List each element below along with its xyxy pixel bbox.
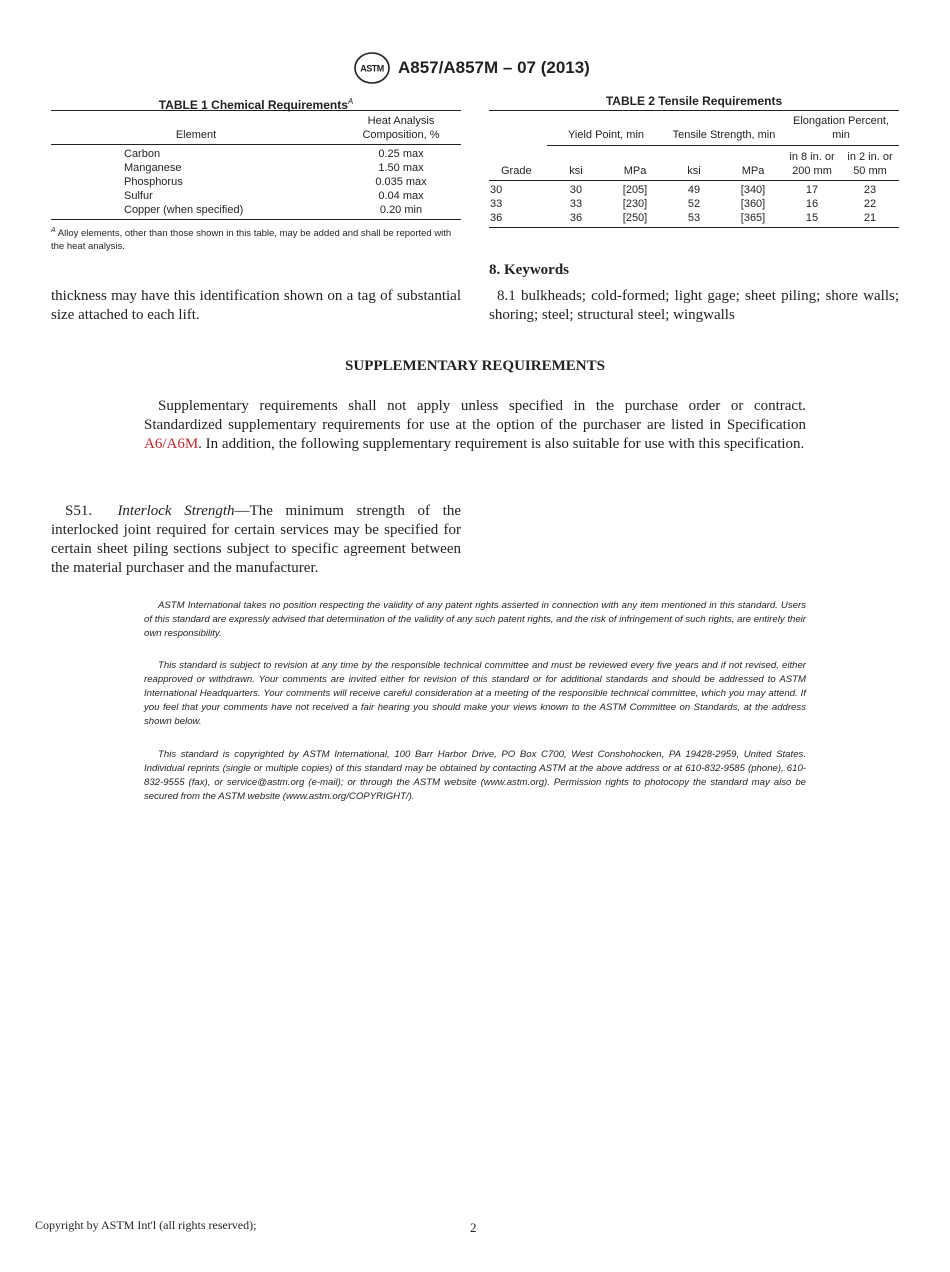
page-header xyxy=(0,52,950,86)
patent-notice: ASTM International takes no position respecting the validity of any patent rights asserted in connection with any item mentioned in this standard. Users of this standard are expressly advised that determination of the validity of any such patent rights, and the risk of infringement of such rights, are entirely their own responsibility. xyxy=(144,600,806,639)
table-row: 33 33 [230] 52 [360] 16 22 xyxy=(490,198,877,210)
copyright-notice: This standard is copyrighted by ASTM International, 100 Barr Harbor Drive, PO Box C700, West Conshohocken, PA 19428-2959, United States. Individual reprints (single or multiple copies) of this standard may be obtained by contacting ASTM at the above address or at 610-832-9585 (phone), 610-832-9555 (fax), or service@astm.org (e-mail); or through the ASTM website (www.astm.org). Permission rights to photocopy the standard may also be secured from the ASTM website (www.astm.org/COPYRIGHT/). xyxy=(144,749,806,802)
supplementary-s51: S51. Interlock Strength—The minimum strength of the interlocked joint required for certain services may be specified for certain sheet piling sections subject to specific agreement between the material purchaser and the manufacturer. xyxy=(51,503,462,576)
table2-header-elong-8in: in 8 in. or 200 mm xyxy=(783,146,841,181)
table2-header-grade: Grade xyxy=(489,111,547,181)
spec-link-a6[interactable]: A6/A6M xyxy=(144,436,199,452)
table2-header-yield-mpa: MPa xyxy=(605,146,665,181)
table2-header-elong-2in: in 2 in. or 50 mm xyxy=(841,146,899,181)
table-chemical-requirements xyxy=(51,93,461,253)
table2-header-tensile: Tensile Strength, min xyxy=(665,111,783,146)
table1-header-element: Element xyxy=(51,111,341,145)
keywords-paragraph: 8.1 bulkheads; cold-formed; light gage; sheet piling; shore walls; shoring; steel; structural steel; wingwalls xyxy=(489,288,899,323)
table-row: Carbon 0.25 max xyxy=(124,148,424,160)
section-heading-keywords: 8. Keywords xyxy=(489,262,569,278)
table-row: 36 36 [250] 53 [365] 15 21 xyxy=(490,212,877,224)
table2-header-yield-ksi: ksi xyxy=(547,146,605,181)
page-number: 2 xyxy=(470,1220,477,1235)
table-row: 30 30 [205] 49 [340] 17 23 xyxy=(490,184,877,196)
continued-paragraph: thickness may have this identification shown on a tag of substantial size attached to each lift. xyxy=(51,288,461,323)
supplementary-heading: SUPPLEMENTARY REQUIREMENTS xyxy=(345,358,605,374)
table-row: Sulfur 0.04 max xyxy=(124,190,424,202)
table2-header-elongation: Elongation Percent, min xyxy=(783,111,899,146)
astm-logo-icon xyxy=(352,52,392,84)
table1-grid xyxy=(51,110,461,220)
table-row: Manganese 1.50 max xyxy=(124,162,424,174)
table2-header-tensile-mpa: MPa xyxy=(723,146,783,181)
table2-grid xyxy=(489,110,899,228)
revision-notice: This standard is subject to revision at any time by the responsible technical committee and must be reviewed every five years and if not revised, either reapproved or withdrawn. Your comments are invited either for revision of this standard or for additional standards and should be addressed to ASTM International Headquarters. Your comments will receive careful consideration at a meeting of the responsible technical committee, which you may attend. If you feel that your comments have not received a fair hearing you should make your views known to the ASTM Committee on Standards, at the address shown below. xyxy=(144,660,806,727)
table2-caption: TABLE 2 Tensile Requirements xyxy=(605,94,783,108)
table2-header-tensile-ksi: ksi xyxy=(665,146,723,181)
s51-title: Interlock Strength xyxy=(117,503,235,519)
table-row: Phosphorus 0.035 max xyxy=(124,176,427,188)
table-tensile-requirements xyxy=(489,93,899,228)
table-row: Copper (when specified) 0.20 min xyxy=(124,204,423,216)
table1-caption: TABLE 1 Chemical Requirements$^A$ xyxy=(158,97,354,112)
supplementary-intro: Supplementary requirements shall not apply unless specified in the purchase order or contract. Standardized supplementary requirements for use at the option of the purchaser are listed in Specification A6/A6M. In addition, the following supplementary requirement is also suitable for use with this specification. xyxy=(144,398,806,452)
table1-footnote: $^A$ Alloy elements, other than those shown in this table, may be added and shall be reported with the heat analysis. xyxy=(51,227,452,253)
svg-text:ASTM: ASTM xyxy=(360,63,384,74)
standard-designation: A857/A857M – 07 (2013) xyxy=(398,58,590,77)
table1-header-heat: Heat Analysis Composition, % xyxy=(341,111,461,145)
footer-copyright: Copyright by ASTM Int'l (all rights reserved); xyxy=(35,1218,257,1232)
table2-header-yield: Yield Point, min xyxy=(547,111,665,146)
